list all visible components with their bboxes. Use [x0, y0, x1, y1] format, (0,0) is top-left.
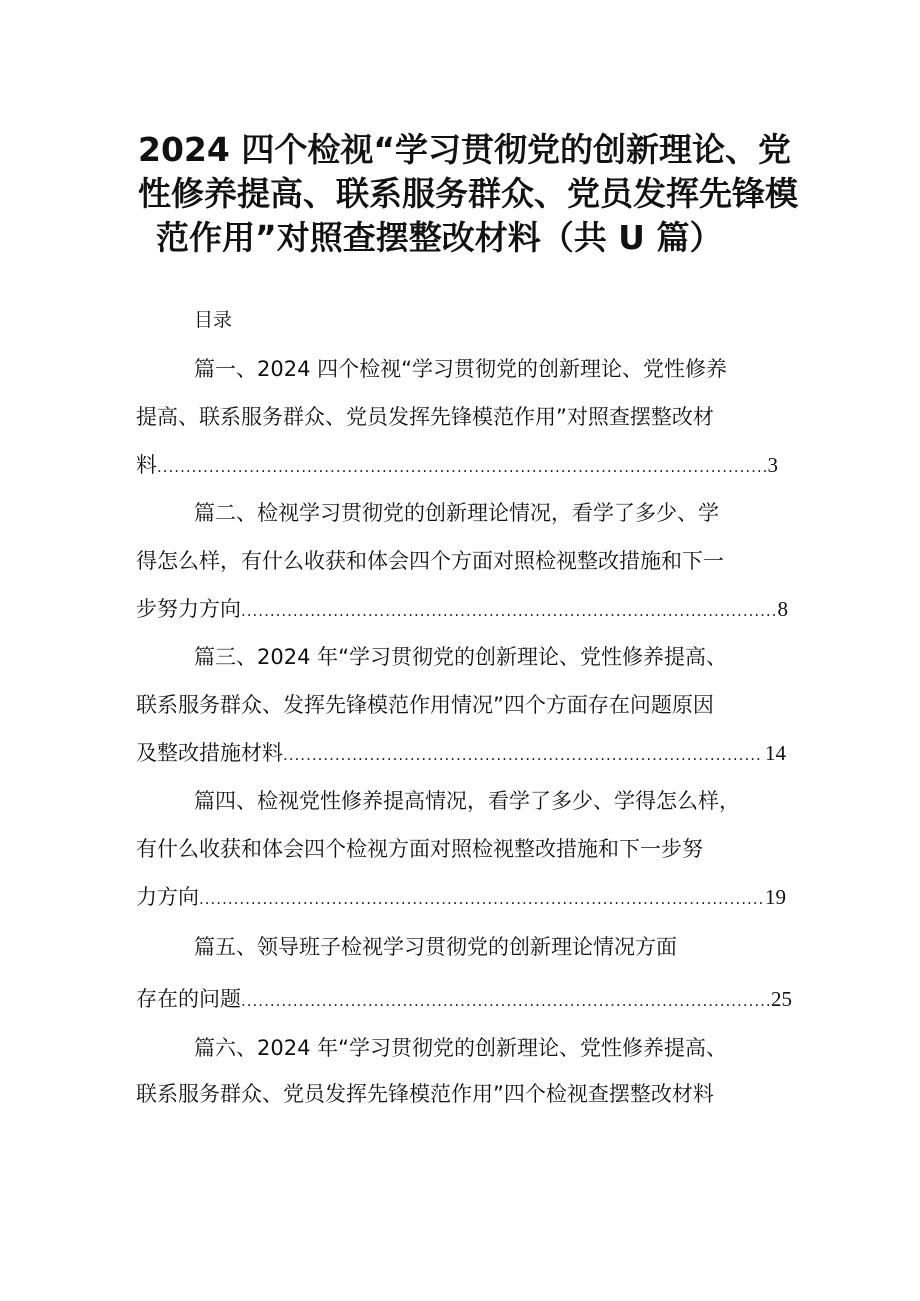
- toc-entry-line: 料: [136, 453, 157, 477]
- toc-entry[interactable]: [136, 489, 800, 633]
- toc-entry-line: 步努力方向: [136, 597, 241, 621]
- toc-entry-line: 篇五、领导班子检视学习贯彻党的创新理论情况方面: [194, 935, 677, 959]
- table-of-contents: [136, 345, 800, 1117]
- toc-page-number: 14: [765, 741, 786, 765]
- toc-entry-last-line: [136, 729, 786, 777]
- dot-leader: [283, 731, 763, 779]
- toc-entry[interactable]: [136, 777, 800, 921]
- toc-entry-line: 提高、联系服务群众、党员发挥先锋模范作用”对照查摆整改材: [136, 405, 714, 429]
- toc-entry-line: 篇一、2024 四个检视“学习贯彻党的创新理论、党性修养: [194, 357, 727, 381]
- toc-entry-last-line: [136, 441, 778, 489]
- toc-entry[interactable]: [136, 1025, 800, 1117]
- toc-entry-line: 存在的问题: [136, 987, 241, 1011]
- toc-heading: 目录: [194, 309, 233, 331]
- title-line: 性修养提高、联系服务群众、党员发挥先锋模: [138, 174, 798, 213]
- toc-entry-last-line: [136, 585, 788, 633]
- toc-entry-line: 篇三、2024 年“学习贯彻党的创新理论、党性修养提高、: [194, 645, 727, 669]
- toc-entry-line: 篇二、检视学习贯彻党的创新理论情况，看学了多少、学: [194, 501, 719, 525]
- title-line: 2024 四个检视“学习贯彻党的创新理论、党: [138, 130, 792, 169]
- toc-entry-line: 篇六、2024 年“学习贯彻党的创新理论、党性修养提高、: [194, 1036, 727, 1060]
- toc-entry-line: 力方向: [136, 885, 199, 909]
- toc-entry-line: 联系服务群众、发挥先锋模范作用情况”四个方面存在问题原因: [136, 693, 714, 717]
- toc-entry[interactable]: [136, 633, 800, 777]
- dot-leader: [241, 587, 776, 635]
- toc-entry-last-line: [136, 973, 792, 1025]
- title-line: 范作用”对照查摆整改材料（共 U 篇）: [156, 218, 723, 257]
- toc-entry-line: 及整改措施材料: [136, 741, 283, 765]
- document-title: [138, 128, 798, 260]
- toc-page-number: 19: [765, 885, 786, 909]
- dot-leader: [199, 875, 763, 923]
- toc-page-number: 25: [771, 987, 792, 1011]
- toc-entry-line: 有什么收获和体会四个检视方面对照检视整改措施和下一步努: [136, 837, 703, 861]
- toc-entry[interactable]: [136, 921, 800, 1025]
- toc-entry-line: 联系服务群众、党员发挥先锋模范作用”四个检视查摆整改材料: [136, 1082, 714, 1106]
- toc-page-number: 8: [777, 597, 788, 621]
- toc-entry[interactable]: [136, 345, 800, 489]
- dot-leader: [241, 975, 769, 1027]
- toc-entry-line: 篇四、检视党性修养提高情况，看学了多少、学得怎么样，: [194, 789, 740, 813]
- toc-page-number: 3: [767, 453, 778, 477]
- toc-entry-last-line: [136, 873, 786, 921]
- dot-leader: [157, 443, 766, 491]
- toc-entry-line: 得怎么样，有什么收获和体会四个方面对照检视整改措施和下一: [136, 549, 724, 573]
